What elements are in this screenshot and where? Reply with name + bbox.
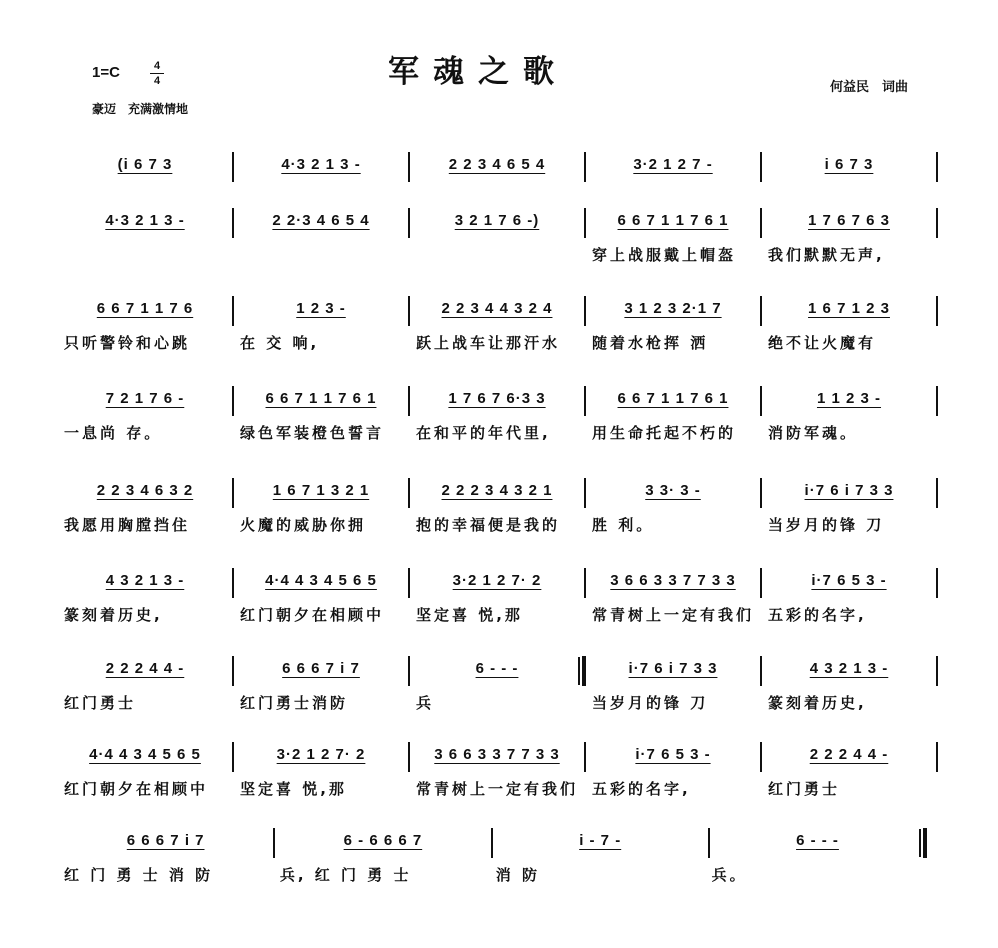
notes: 2 2 2 4 4 - — [105, 660, 185, 677]
score-row — [58, 386, 938, 446]
lyric: 坚定喜 悦,那 — [416, 606, 523, 624]
note-group — [766, 660, 932, 677]
measure — [586, 742, 762, 774]
notes: 3·2 1 2 7· 2 — [276, 746, 366, 763]
measure — [58, 478, 234, 510]
note-group — [590, 156, 756, 173]
notes: 4·3 2 1 3 - — [281, 156, 361, 173]
lyric: 兵。 — [711, 866, 748, 884]
measure — [234, 296, 410, 328]
notes: 6 6 7 1 1 7 6 1 — [617, 212, 729, 229]
note-group — [414, 572, 580, 589]
lyric: 红门朝夕在相顾中 — [64, 780, 209, 798]
measure — [586, 568, 762, 600]
measure — [586, 208, 762, 240]
measure-row — [58, 742, 938, 774]
notes: 4·4 4 3 4 5 6 5 — [89, 746, 201, 763]
measure — [410, 208, 586, 240]
barline — [936, 152, 938, 182]
lyric: 兵, 红 门 勇 士 — [279, 866, 412, 884]
note-group — [414, 300, 580, 317]
measure — [762, 296, 938, 328]
composer-credit: 何益民 词曲 — [830, 80, 909, 95]
lyric — [922, 864, 939, 885]
note-group — [238, 482, 404, 499]
barline — [936, 656, 938, 686]
measure-row — [58, 208, 938, 240]
notes: 6 - - - — [475, 660, 519, 677]
lyric: 红 门 勇 士 消 防 — [64, 866, 214, 884]
note-group — [766, 300, 932, 317]
meter-top: 4 — [153, 60, 161, 72]
notes: 3 3· 3 - — [645, 482, 701, 499]
measure — [234, 742, 410, 774]
measure-row — [58, 656, 938, 688]
lyric: 兵 — [416, 694, 435, 712]
note-group — [766, 156, 932, 173]
measure — [58, 386, 234, 418]
lyric: 消防军魂。 — [768, 424, 859, 442]
lyric: 随着水枪挥 洒 — [592, 334, 709, 352]
note-group — [590, 572, 756, 589]
note-group — [414, 482, 580, 499]
notes: 3 6 6 3 3 7 7 3 3 — [610, 572, 736, 589]
notes: 1 2 3 - — [296, 300, 346, 317]
lyrics-row — [58, 604, 938, 625]
measure-row — [58, 152, 938, 184]
lyric: 胜 利。 — [592, 516, 655, 534]
notes: 4 3 2 1 3 - — [105, 572, 185, 589]
score-row — [58, 656, 938, 716]
time-signature — [148, 60, 166, 87]
notes: 3 2 1 7 6 -) — [454, 212, 540, 229]
lyric — [410, 244, 586, 265]
note-group — [414, 390, 580, 407]
lyric: 常青树上一定有我们 — [592, 606, 755, 624]
notes: 1 6 7 1 3 2 1 — [272, 482, 370, 499]
note-group — [590, 212, 756, 229]
measure — [58, 152, 234, 184]
notes: 2 2 3 4 4 3 2 4 — [441, 300, 553, 317]
lyric: 只听警铃和心跳 — [64, 334, 191, 352]
note-group — [238, 660, 404, 677]
score-row — [58, 828, 938, 888]
measure — [410, 478, 586, 510]
notes: i - 7 - — [579, 832, 622, 849]
note-group — [238, 156, 404, 173]
lyrics-row — [58, 864, 938, 885]
notes: 6 6 6 7 i 7 — [282, 660, 360, 677]
notes: 3 6 6 3 3 7 7 3 3 — [434, 746, 560, 763]
measure-row — [58, 296, 938, 328]
measure — [410, 742, 586, 774]
notes: 2 2 3 4 6 5 4 — [448, 156, 546, 173]
measure — [58, 742, 234, 774]
measure — [410, 386, 586, 418]
lyric: 五彩的名字, — [768, 606, 867, 624]
measure — [410, 152, 586, 184]
notes: i·7 6 5 3 - — [811, 572, 887, 589]
measure — [234, 208, 410, 240]
lyric: 绿色军装橙色誓言 — [240, 424, 385, 442]
notes: 6 6 7 1 1 7 6 1 — [265, 390, 377, 407]
lyric: 在和平的年代里, — [416, 424, 551, 442]
score-row — [58, 296, 938, 356]
score-row — [58, 152, 938, 212]
note-group — [766, 390, 932, 407]
note-group — [590, 660, 756, 677]
note-group — [62, 572, 228, 589]
lyrics-row — [58, 692, 938, 713]
note-group — [238, 300, 404, 317]
measure — [234, 478, 410, 510]
measure — [58, 208, 234, 240]
notes: 1 7 6 7 6·3 3 — [448, 390, 546, 407]
notes: i·7 6 i 7 3 3 — [628, 660, 718, 677]
lyric — [58, 244, 234, 265]
note-group — [590, 390, 756, 407]
measure — [586, 296, 762, 328]
measure — [762, 742, 938, 774]
measure — [58, 568, 234, 600]
lyrics-row — [58, 422, 938, 443]
note-group — [238, 390, 404, 407]
lyric: 我们默默无声, — [768, 246, 885, 264]
notes: 1 6 7 1 2 3 — [808, 300, 890, 317]
measure — [58, 828, 275, 860]
lyric: 一息尚 存。 — [64, 424, 163, 442]
notes: 3 1 2 3 2·1 7 — [624, 300, 722, 317]
measure-row — [58, 386, 938, 418]
notes: 2 2·3 4 6 5 4 — [272, 212, 370, 229]
note-group — [766, 746, 932, 763]
note-group — [62, 660, 228, 677]
barline — [936, 742, 938, 772]
notes: i·7 6 i 7 3 3 — [804, 482, 894, 499]
lyric: 常青树上一定有我们 — [416, 780, 579, 798]
note-group — [62, 482, 228, 499]
note-group — [62, 390, 228, 407]
lyric: 红门勇士 — [64, 694, 137, 712]
lyric: 抱的幸福便是我的 — [416, 516, 561, 534]
measure — [586, 656, 762, 688]
meter-bottom: 4 — [153, 75, 161, 87]
lyrics-row — [58, 332, 938, 353]
note-group — [414, 660, 580, 677]
measure — [58, 656, 234, 688]
note-group — [62, 746, 228, 763]
lyric — [234, 244, 410, 265]
measure — [762, 208, 938, 240]
note-group — [238, 572, 404, 589]
song-title: 军魂之歌 — [388, 54, 568, 90]
measure — [234, 656, 410, 688]
notes: 1 7 6 7 6 3 — [808, 212, 890, 229]
note-group — [414, 746, 580, 763]
measure — [762, 152, 938, 184]
measure — [710, 828, 927, 860]
note-group — [238, 212, 404, 229]
notes: 4·3 2 1 3 - — [105, 212, 185, 229]
notes: 6 6 6 7 i 7 — [126, 832, 205, 849]
measure — [234, 568, 410, 600]
barline — [936, 568, 938, 598]
score-row — [58, 568, 938, 628]
lyrics-row — [58, 244, 938, 265]
notes: 4·4 4 3 4 5 6 5 — [265, 572, 377, 589]
note-group — [590, 300, 756, 317]
notes: i 6 7 3 — [824, 156, 874, 173]
measure-row — [58, 828, 938, 860]
lyric: 红门勇士 — [768, 780, 841, 798]
note-group — [238, 746, 404, 763]
notes: 3·2 1 2 7 - — [633, 156, 713, 173]
score-row — [58, 742, 938, 802]
barline — [936, 478, 938, 508]
measure — [762, 656, 938, 688]
notes: 2 2 2 3 4 3 2 1 — [441, 482, 553, 499]
note-group — [62, 212, 228, 229]
measure — [493, 828, 710, 860]
notes: (i 6 7 3 — [117, 156, 173, 173]
meter-line — [150, 73, 164, 74]
measure — [762, 478, 938, 510]
barline — [936, 208, 938, 238]
note-group — [279, 832, 486, 849]
barline — [936, 386, 938, 416]
lyrics-row — [58, 514, 938, 535]
lyric: 篆刻着历史, — [768, 694, 867, 712]
measure — [58, 296, 234, 328]
note-group — [62, 300, 228, 317]
note-group — [414, 156, 580, 173]
notes: i·7 6 5 3 - — [635, 746, 711, 763]
lyric: 我愿用胸膛挡住 — [64, 516, 191, 534]
barline — [936, 296, 938, 326]
key-signature: 1=C — [92, 64, 120, 81]
lyric: 用生命托起不朽的 — [592, 424, 737, 442]
notes: 6 - - - — [796, 832, 839, 849]
measure — [234, 386, 410, 418]
lyric: 坚定喜 悦,那 — [240, 780, 347, 798]
note-group — [62, 156, 228, 173]
note-group — [590, 482, 756, 499]
lyric: 五彩的名字, — [592, 780, 691, 798]
lyric: 穿上战服戴上帽盔 — [592, 246, 737, 264]
measure — [410, 568, 586, 600]
measure-row — [58, 568, 938, 600]
note-group — [497, 832, 704, 849]
notes: 6 6 7 1 1 7 6 1 — [617, 390, 729, 407]
measure — [410, 296, 586, 328]
lyric: 在 交 响, — [240, 334, 320, 352]
notes: 4 3 2 1 3 - — [809, 660, 889, 677]
measure-row — [58, 478, 938, 510]
lyric: 红门勇士消防 — [240, 694, 349, 712]
lyric: 当岁月的锋 刀 — [592, 694, 709, 712]
notes: 1 1 2 3 - — [816, 390, 882, 407]
note-group — [62, 832, 269, 849]
lyric: 跃上战车让那汗水 — [416, 334, 561, 352]
notes: 7 2 1 7 6 - — [105, 390, 185, 407]
lyric: 消 防 — [495, 866, 540, 884]
score-row — [58, 208, 938, 268]
measure — [410, 656, 586, 688]
measure — [586, 152, 762, 184]
measure — [586, 386, 762, 418]
notes: 6 - 6 6 6 7 — [343, 832, 423, 849]
notes: 3·2 1 2 7· 2 — [452, 572, 542, 589]
notes: 6 6 7 1 1 7 6 — [96, 300, 194, 317]
measure — [234, 152, 410, 184]
lyric: 篆刻着历史, — [64, 606, 163, 624]
measure — [762, 568, 938, 600]
note-group — [766, 212, 932, 229]
note-group — [766, 482, 932, 499]
tempo-marking: 豪迈 充满激情地 — [92, 102, 189, 116]
note-group — [714, 832, 921, 849]
note-group — [414, 212, 580, 229]
measure — [586, 478, 762, 510]
lyric: 火魔的威胁你拥 — [240, 516, 367, 534]
measure — [762, 386, 938, 418]
lyrics-row — [58, 778, 938, 799]
lyric: 当岁月的锋 刀 — [768, 516, 885, 534]
lyric: 红门朝夕在相顾中 — [240, 606, 385, 624]
lyric: 绝不让火魔有 — [768, 334, 877, 352]
notes: 2 2 3 4 6 3 2 — [96, 482, 194, 499]
score-row — [58, 478, 938, 538]
measure — [927, 828, 938, 860]
measure — [275, 828, 492, 860]
note-group — [590, 746, 756, 763]
notes: 2 2 2 4 4 - — [809, 746, 889, 763]
note-group — [766, 572, 932, 589]
